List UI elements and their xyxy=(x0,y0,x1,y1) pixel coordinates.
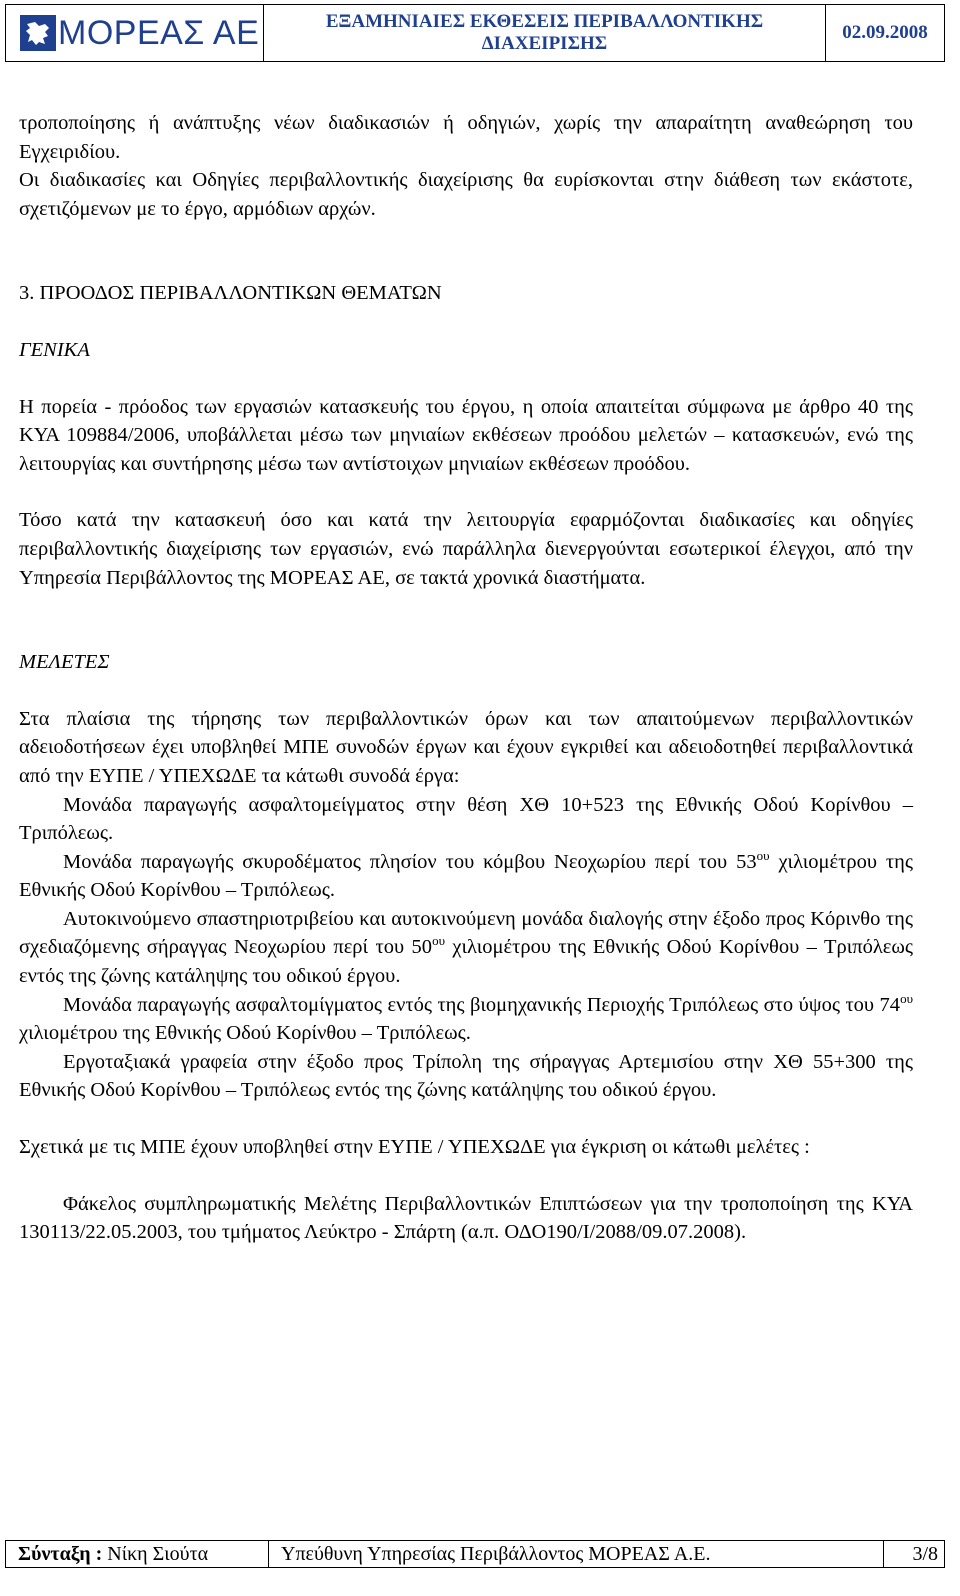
footer-author xyxy=(6,1541,269,1567)
list-item: Μονάδα παραγωγής σκυροδέματος πλησίον του κόμβου Νεοχωρίου περί του $53^{o\upsilon}$ χιλιομέτρου της Εθνικής Οδού Κορίνθου – Τριπόλεως. xyxy=(19,848,913,905)
author-label: Σύνταξη : xyxy=(18,1543,103,1565)
bullet-icon xyxy=(0,791,19,820)
bullet-icon xyxy=(0,1048,19,1077)
general-subheading: ΓΕΝΙΚΑ xyxy=(19,338,90,361)
document-title xyxy=(264,5,826,61)
list-item: Φάκελος συμπληρωματικής Μελέτης Περιβαλλοντικών Επιπτώσεων για την τροποποίηση της ΚΥΑ 130113/22.05.2003, του τμήματος Λεύκτρο - Σπάρτη (α.π. ΟΔΟ190/Ι/2088/09.07.2008). xyxy=(19,1190,913,1247)
general-paragraph-1: Η πορεία - πρόοδος των εργασιών κατασκευής του έργου, η οποία απαιτείται σύμφωνα με άρθρο 40 της ΚΥΑ 109884/2006, υποβάλλεται μέσω των μηνιαίων εκθέσεων προόδου μελετών – κατασκευών, ενώ της λειτουργίας και συντήρησης μέσω των αντίστοιχων μηνιαίων εκθέσεων προόδου. xyxy=(19,395,913,475)
section-heading: 3. ΠΡΟΟΔΟΣ ΠΕΡΙΒΑΛΛΟΝΤΙΚΩΝ ΘΕΜΑΤΩΝ xyxy=(19,282,442,305)
footer-department: Υπεύθυνη Υπηρεσίας Περιβάλλοντος ΜΟΡΕΑΣ Α.Ε. xyxy=(269,1541,884,1567)
document-body xyxy=(19,109,913,1247)
company-logo xyxy=(6,5,264,61)
logo-map-icon xyxy=(20,15,56,51)
document-title-line1: ΕΞΑΜΗΝΙΑΙΕΣ ΕΚΘΕΣΕΙΣ ΠΕΡΙΒΑΛΛΟΝΤΙΚΗΣ xyxy=(325,11,764,32)
submitted-studies-list xyxy=(19,1190,913,1247)
studies-subheading: ΜΕΛΕΤΕΣ xyxy=(19,651,110,674)
bullet-icon xyxy=(0,848,19,877)
page-footer xyxy=(5,1540,945,1568)
studies-paragraph-2: Σχετικά με τις ΜΠΕ έχουν υποβληθεί στην ΕΥΠΕ / ΥΠΕΧΩΔΕ για έγκριση οι κάτωθι μελέτες : xyxy=(19,1136,810,1159)
logo-text: ΜΟΡΕΑΣ ΑΕ xyxy=(58,14,260,52)
list-item: Αυτοκινούμενο σπαστηριοτριβείου και αυτοκινούμενη μονάδα διαλογής στην έξοδο προς Κόρινθο της σχεδιαζόμενης σήραγγας Νεοχωρίου περί του $50^{o\upsilon}$ χιλιομέτρου της Εθνικής Οδού Κορίνθου – Τριπόλεως εντός της ζώνης κατάληψης του οδικού έργου. xyxy=(19,905,913,991)
page-header xyxy=(5,4,945,62)
page-number: 3/8 xyxy=(912,1543,938,1565)
list-item: Μονάδα παραγωγής ασφαλτομίγματος εντός της βιομηχανικής Περιοχής Τριπόλεως στο ύψος του $74^{o\upsilon}$ χιλιομέτρου της Εθνικής Οδού Κορίνθου – Τριπόλεως. xyxy=(19,991,913,1048)
document-date: 02.09.2008 xyxy=(842,22,928,43)
approved-works-list xyxy=(19,791,913,1106)
bullet-icon xyxy=(0,1190,19,1219)
bullet-icon xyxy=(0,991,19,1020)
author-name: Νίκη Σιούτα xyxy=(107,1543,209,1565)
intro-paragraph-2: Οι διαδικασίες και Οδηγίες περιβαλλοντικής διαχείρισης θα ευρίσκονται στην διάθεση των εκάστοτε, σχετιζόμενων με το έργο, αρμόδιων αρχών. xyxy=(19,169,913,220)
list-item: Μονάδα παραγωγής ασφαλτομείγματος στην θέση ΧΘ 10+523 της Εθνικής Οδού Κορίνθου – Τριπόλεως. xyxy=(19,791,913,848)
list-item: Εργοταξιακά γραφεία στην έξοδο προς Τρίπολη της σήραγγας Αρτεμισίου στην ΧΘ 55+300 της Εθνικής Οδού Κορίνθου – Τριπόλεως εντός της ζώνης κατάληψης του οδικού έργου. xyxy=(19,1048,913,1105)
studies-paragraph-1: Στα πλαίσια της τήρησης των περιβαλλοντικών όρων και των απαιτούμενων περιβαλλοντικών αδειοδοτήσεων έχει υποβληθεί ΜΠΕ συνοδών έργων και έχουν εγκριθεί και αδειοδοτηθεί περιβαλλοντικά από την ΕΥΠΕ / ΥΠΕΧΩΔΕ τα κάτωθι συνοδά έργα: xyxy=(19,707,913,787)
document-title-line2: ΔΙΑΧΕΙΡΙΣΗΣ xyxy=(481,33,608,54)
general-paragraph-2: Τόσο κατά την κατασκευή όσο και κατά την λειτουργία εφαρμόζονται διαδικασίες και οδηγίες περιβαλλοντικής διαχείρισης των εργασιών, ενώ παράλληλα διενεργούνται εσωτερικοί έλεγχοι, από την Υπηρεσία Περιβάλλοντος της ΜΟΡΕΑΣ ΑΕ, σε τακτά χρονικά διαστήματα. xyxy=(19,509,913,589)
bullet-icon xyxy=(0,905,19,934)
intro-paragraph-1: τροποποίησης ή ανάπτυξης νέων διαδικασιών ή οδηγιών, χωρίς την απαραίτητη αναθεώρηση του Εγχειριδίου. xyxy=(19,112,913,163)
